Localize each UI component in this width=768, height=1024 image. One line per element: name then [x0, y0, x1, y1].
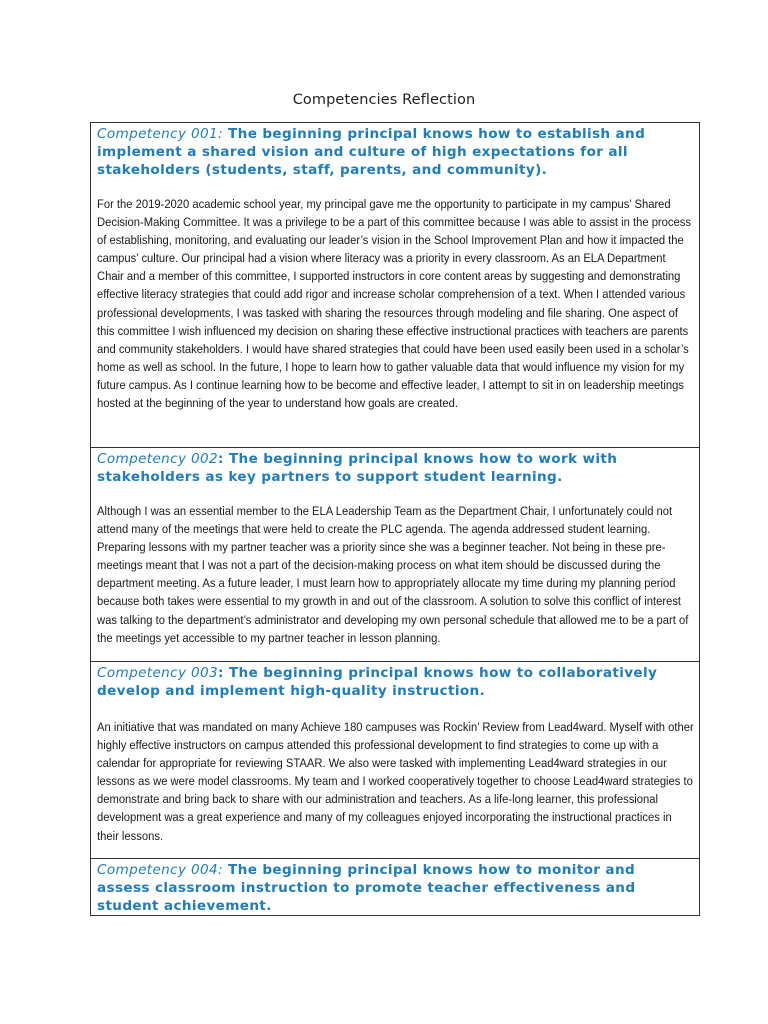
- competency-heading-text: : The beginning principal knows how to collaboratively develop and implement high-quality instruction.: [97, 665, 658, 699]
- page-title: Competencies Reflection: [292, 92, 476, 108]
- competency-reflection-text: For the 2019-2020 academic school year, my principal gave me the opportunity to participate in my campus’ Shared Decision-Making Committee. It was a privilege to be a part of this committee because I was able to assist in the process of establishing, monitoring, and evaluating our leader’s vision in the School Improvement Plan and how it impacted the campus’ culture. Our principal had a vision where literacy was a priority in every classroom. As an ELA Department Chair and a member of this committee, I supported instructors in core content areas by suggesting and demonstrating effective literacy strategies that could add rigor and increase scholar comprehension of a text. When I attended various professional developments, I was tasked with sharing the resources through modeling and file sharing. One aspect of this committee I wish influenced my decision on sharing these effective instructional practices with teachers are parents and community stakeholders. I would have shared strategies that could have been used easily been used in a scholar’s home as well as school. In the future, I hope to learn how to gather valuable data that would influence my vision for my future campus. As I continue learning how to be become and effective leader, I attempt to sit in on leadership meetings hosted at the beginning of the year to understand how goals are created.: [97, 197, 691, 411]
- competency-cell-004: [91, 859, 699, 915]
- competency-heading: [97, 450, 691, 486]
- competency-cell-001: [91, 123, 699, 448]
- competency-reflection-text: Although I was an essential member to the ELA Leadership Team as the Department Chair, I unfortunately could not attend many of the meetings that were held to create the PLC agenda. The agenda addressed student learning. Preparing lessons with my partner teacher was a priority since she was a beginner teacher. Not being in these pre-meetings meant that I was not a part of the decision-making process on what item should be discussed during the department meeting. As a future leader, I must learn how to appropriately allocate my time during my planning period because both takes were essential to my growth in and out of the classroom. A solution to solve this conflict of interest was talking to the department’s administrator and developing my own personal schedule that allowed me to be a part of the meetings yet accessible to my partner teacher in lesson planning.: [97, 504, 689, 645]
- competency-heading-text: The beginning principal knows how to monitor and assess classroom instruction to promote teacher effectiveness and student achievement.: [97, 862, 636, 914]
- competency-heading-text: : The beginning principal knows how to work with stakeholders as key partners to support student learning.: [97, 451, 618, 485]
- competency-reflection-text: An initiative that was mandated on many Achieve 180 campuses was Rockin’ Review from Lead4ward. Myself with other highly effective instructors on campus attended this professional development to find strategies to come up with a calendar for appropriate for reviewing STAAR. We also were tasked with implementing Lead4ward strategies in our lessons as we were model classrooms. My team and I worked cooperatively together to choose Lead4ward strategies to demonstrate and bring back to share with our administration and teachers. As a life-long learner, this professional development was a great experience and many of my colleagues enjoyed incorporating the instructional practices in their lessons.: [97, 720, 694, 843]
- competency-table: [90, 122, 700, 916]
- competency-label: Competency 004:: [97, 862, 223, 878]
- competency-cell-003: [91, 662, 699, 859]
- competency-heading: [97, 664, 691, 700]
- competency-heading: [97, 125, 691, 179]
- competency-label: Competency 001:: [97, 126, 223, 142]
- competency-cell-002: [91, 448, 699, 662]
- competency-label: Competency 003: [97, 665, 219, 681]
- competency-heading: [97, 861, 691, 915]
- competency-heading-text: The beginning principal knows how to establish and implement a shared vision and culture of high expectations for all stakeholders (students, staff, parents, and community).: [97, 126, 646, 178]
- competency-label: Competency 002: [97, 451, 219, 467]
